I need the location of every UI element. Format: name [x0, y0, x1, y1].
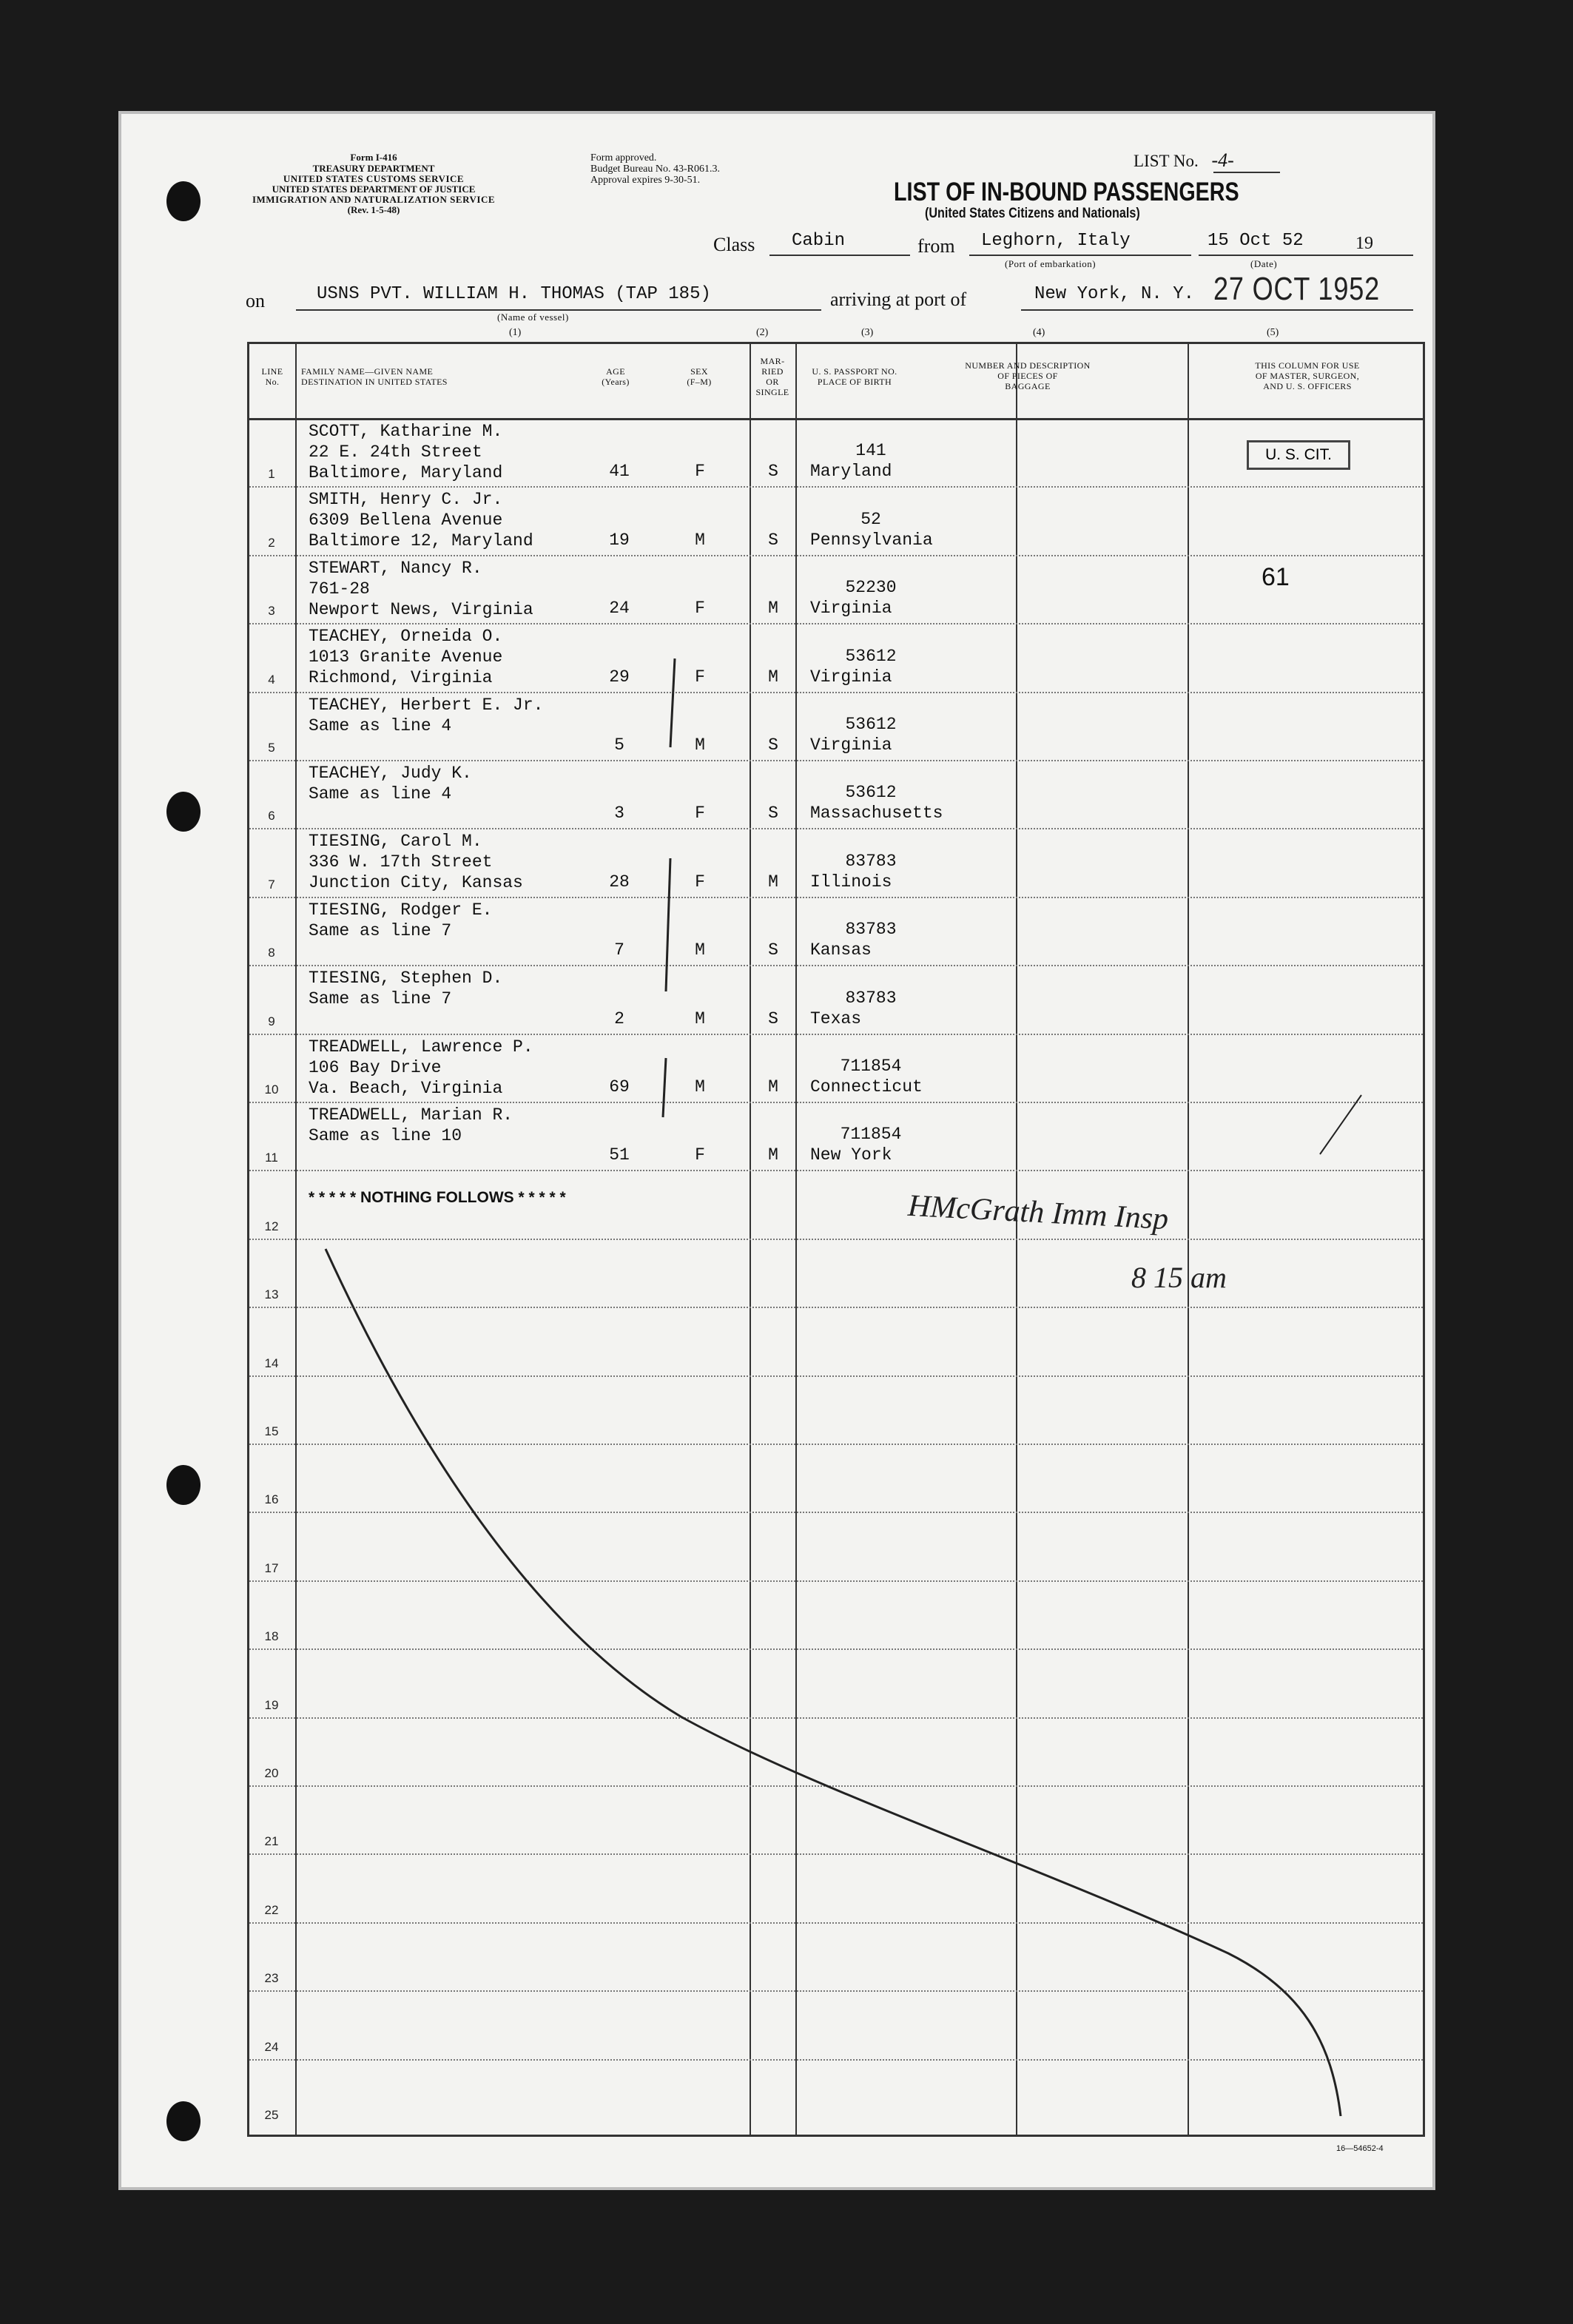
passenger-name-address: SCOTT, Katharine M. 22 E. 24th Street Baltimore, Maryland — [309, 422, 503, 482]
form-subtitle: (United States Citizens and Nationals) — [925, 206, 1140, 221]
century-prefix: 19 — [1355, 234, 1373, 253]
arrival-port: New York, N. Y. — [1034, 284, 1195, 304]
approval-line-1: Form approved. — [590, 152, 657, 164]
passenger-name-address: TREADWELL, Marian R. Same as line 10 — [309, 1105, 513, 1145]
line-number: 13 — [264, 1287, 279, 1302]
line-number: 25 — [264, 2108, 279, 2122]
cancel-stroke — [326, 1249, 1341, 2116]
line-number: 24 — [264, 2039, 279, 2054]
passenger-name-address: TREADWELL, Lawrence P. 106 Bay Drive Va. Beach, Virginia — [309, 1037, 533, 1098]
marital-status: M — [768, 1145, 778, 1165]
inspection-time: 8 15 am — [1131, 1261, 1227, 1294]
column-number-5: (5) — [1267, 327, 1279, 338]
passenger-name-address: STEWART, Nancy R. 761-28 Newport News, Virginia — [309, 558, 533, 619]
line-number: 5 — [268, 741, 275, 755]
treasury-dept: TREASURY DEPARTMENT — [312, 163, 435, 174]
passenger-sex: F — [695, 462, 705, 482]
line-number: 23 — [264, 1971, 279, 1986]
line-number: 19 — [264, 1697, 279, 1712]
place-of-birth: Maryland — [810, 462, 892, 482]
passport-number: 53612 — [845, 783, 897, 803]
form-revision: (Rev. 1-5-48) — [347, 204, 400, 215]
footer-code: 16—54652-4 — [1336, 2144, 1384, 2153]
port-embarkation-caption: (Port of embarkation) — [1005, 258, 1097, 269]
line-number: 8 — [268, 946, 275, 960]
arriving-label: arriving at port of — [830, 289, 967, 310]
marital-status: S — [768, 735, 778, 755]
passenger-sex: M — [695, 735, 705, 755]
ins-service: IMMIGRATION AND NATURALIZATION SERVICE — [252, 194, 496, 205]
vessel-name: USNS PVT. WILLIAM H. THOMAS (TAP 185) — [317, 284, 711, 304]
passenger-age: 28 — [609, 872, 630, 892]
header-married: MAR- RIED OR SINGLE — [755, 356, 789, 397]
marital-status: M — [768, 1077, 778, 1097]
column-number-2: (2) — [756, 327, 769, 338]
date-caption: (Date) — [1250, 258, 1278, 269]
inspector-signature: HMcGrath Imm Insp — [907, 1188, 1170, 1237]
vessel-caption: (Name of vessel) — [497, 311, 569, 323]
header-baggage: NUMBER AND DESCRIPTION OF PIECES OF BAGGAGE — [965, 360, 1091, 391]
passenger-name-address: TEACHEY, Herbert E. Jr. Same as line 4 — [309, 695, 544, 735]
header-officers: THIS COLUMN FOR USE OF MASTER, SURGEON, AND U. S. OFFICERS — [1255, 360, 1360, 391]
passport-number: 52 — [860, 509, 881, 529]
arrival-date-stamp: 27 OCT 1952 — [1213, 271, 1380, 307]
passenger-sex: F — [695, 804, 705, 823]
from-label: from — [917, 235, 955, 257]
passport-number: 711854 — [840, 1057, 902, 1076]
list-number-value: -4- — [1211, 149, 1234, 171]
place-of-birth: Pennsylvania — [810, 530, 933, 550]
age-bracket-mark — [670, 659, 675, 747]
marital-status: S — [768, 462, 778, 482]
line-number: 12 — [264, 1219, 279, 1233]
marital-status: S — [768, 940, 778, 960]
line-number: 15 — [264, 1424, 279, 1438]
passenger-age: 41 — [609, 462, 630, 482]
from-value: Leghorn, Italy — [981, 231, 1131, 251]
passenger-sex: M — [695, 1008, 705, 1028]
line-number: 10 — [264, 1082, 279, 1097]
passenger-name-address: TEACHEY, Orneida O. 1013 Granite Avenue Richmond, Virginia — [309, 627, 503, 688]
passenger-name-address: TIESING, Rodger E. Same as line 7 — [309, 900, 493, 940]
marital-status: S — [768, 804, 778, 823]
line-number: 17 — [264, 1560, 279, 1575]
passenger-age: 7 — [614, 940, 624, 960]
header-name: FAMILY NAME—GIVEN NAME DESTINATION IN UNITED STATES — [301, 366, 448, 387]
place-of-birth: New York — [810, 1145, 892, 1165]
passenger-sex: M — [695, 940, 705, 960]
passenger-age: 29 — [609, 667, 630, 687]
column-number-1: (1) — [509, 327, 522, 338]
passenger-sex: M — [695, 1077, 705, 1097]
line-number: 20 — [264, 1766, 279, 1780]
header-sex: SEX (F–M) — [687, 366, 712, 387]
passenger-age: 69 — [609, 1077, 630, 1097]
passenger-age: 19 — [609, 530, 630, 550]
line-number: 11 — [265, 1151, 278, 1165]
passenger-name-address: TIESING, Carol M. 336 W. 17th Street Junction City, Kansas — [309, 832, 523, 893]
passenger-age: 51 — [609, 1145, 630, 1165]
passenger-sex: F — [695, 599, 705, 619]
line-number: 4 — [268, 672, 275, 687]
line-number: 22 — [264, 1902, 279, 1917]
age-bracket-mark — [663, 1058, 666, 1117]
customs-service: UNITED STATES CUSTOMS SERVICE — [283, 173, 465, 184]
place-of-birth: Texas — [810, 1008, 862, 1028]
place-of-birth: Kansas — [810, 940, 872, 960]
header-age: AGE (Years) — [602, 366, 630, 387]
marital-status: S — [768, 530, 778, 550]
header-passport: U. S. PASSPORT NO. PLACE OF BIRTH — [812, 366, 897, 387]
approval-line-2: Budget Bureau No. 43-R061.3. — [590, 164, 720, 175]
line-number: 9 — [268, 1014, 275, 1028]
passport-number: 83783 — [845, 988, 897, 1008]
on-label: on — [246, 290, 265, 311]
line-number: 16 — [264, 1492, 279, 1507]
place-of-birth: Virginia — [810, 735, 892, 755]
officer-column-stroke — [1320, 1095, 1361, 1154]
marital-status: S — [768, 1008, 778, 1028]
passport-number: 83783 — [845, 851, 897, 871]
column-number-4: (4) — [1033, 327, 1045, 338]
line-number: 14 — [264, 1355, 279, 1370]
header-line-no: LINE No. — [261, 366, 283, 387]
line-number: 2 — [268, 535, 275, 550]
line-number: 6 — [268, 809, 275, 823]
departure-date: 15 Oct 52 — [1207, 231, 1304, 251]
passenger-sex: F — [695, 1145, 705, 1165]
place-of-birth: Illinois — [810, 872, 892, 892]
form-number: Form I-416 — [350, 152, 397, 163]
place-of-birth: Virginia — [810, 667, 892, 687]
passenger-name-address: TEACHEY, Judy K. Same as line 4 — [309, 764, 472, 804]
officer-count: 61 — [1262, 563, 1290, 591]
class-label: Class — [713, 234, 755, 255]
justice-dept: UNITED STATES DEPARTMENT OF JUSTICE — [272, 183, 476, 195]
line-number: 3 — [268, 604, 275, 619]
line-number: 21 — [264, 1834, 279, 1849]
marital-status: M — [768, 872, 778, 892]
place-of-birth: Virginia — [810, 599, 892, 619]
passport-number: 141 — [855, 441, 886, 461]
passport-number: 53612 — [845, 646, 897, 666]
passenger-age: 5 — [614, 735, 624, 755]
line-number: 1 — [268, 467, 275, 482]
passenger-sex: M — [695, 530, 705, 550]
passport-number: 83783 — [845, 920, 897, 940]
line-number: 18 — [264, 1629, 279, 1644]
passenger-age: 24 — [609, 599, 630, 619]
passport-number: 711854 — [840, 1125, 902, 1145]
us-citizen-stamp: U. S. CIT. — [1247, 440, 1350, 470]
passenger-sex: F — [695, 872, 705, 892]
class-value: Cabin — [792, 231, 846, 251]
passport-number: 53612 — [845, 715, 897, 734]
marital-status: M — [768, 667, 778, 687]
passenger-age: 3 — [614, 804, 624, 823]
age-bracket-mark — [666, 858, 670, 991]
form-title: LIST OF IN-BOUND PASSENGERS — [894, 178, 1239, 206]
nothing-follows: * * * * * NOTHING FOLLOWS * * * * * — [309, 1189, 566, 1206]
marital-status: M — [768, 599, 778, 619]
line-number: 7 — [268, 877, 275, 892]
passenger-name-address: SMITH, Henry C. Jr. 6309 Bellena Avenue Baltimore 12, Maryland — [309, 490, 533, 551]
approval-line-3: Approval expires 9-30-51. — [590, 175, 701, 186]
place-of-birth: Massachusetts — [810, 804, 943, 823]
passenger-sex: F — [695, 667, 705, 687]
passenger-name-address: TIESING, Stephen D. Same as line 7 — [309, 969, 503, 1009]
passport-number: 52230 — [845, 578, 897, 598]
list-number-label: LIST No. — [1134, 152, 1199, 170]
column-number-3: (3) — [861, 327, 874, 338]
passenger-age: 2 — [614, 1008, 624, 1028]
place-of-birth: Connecticut — [810, 1077, 923, 1097]
